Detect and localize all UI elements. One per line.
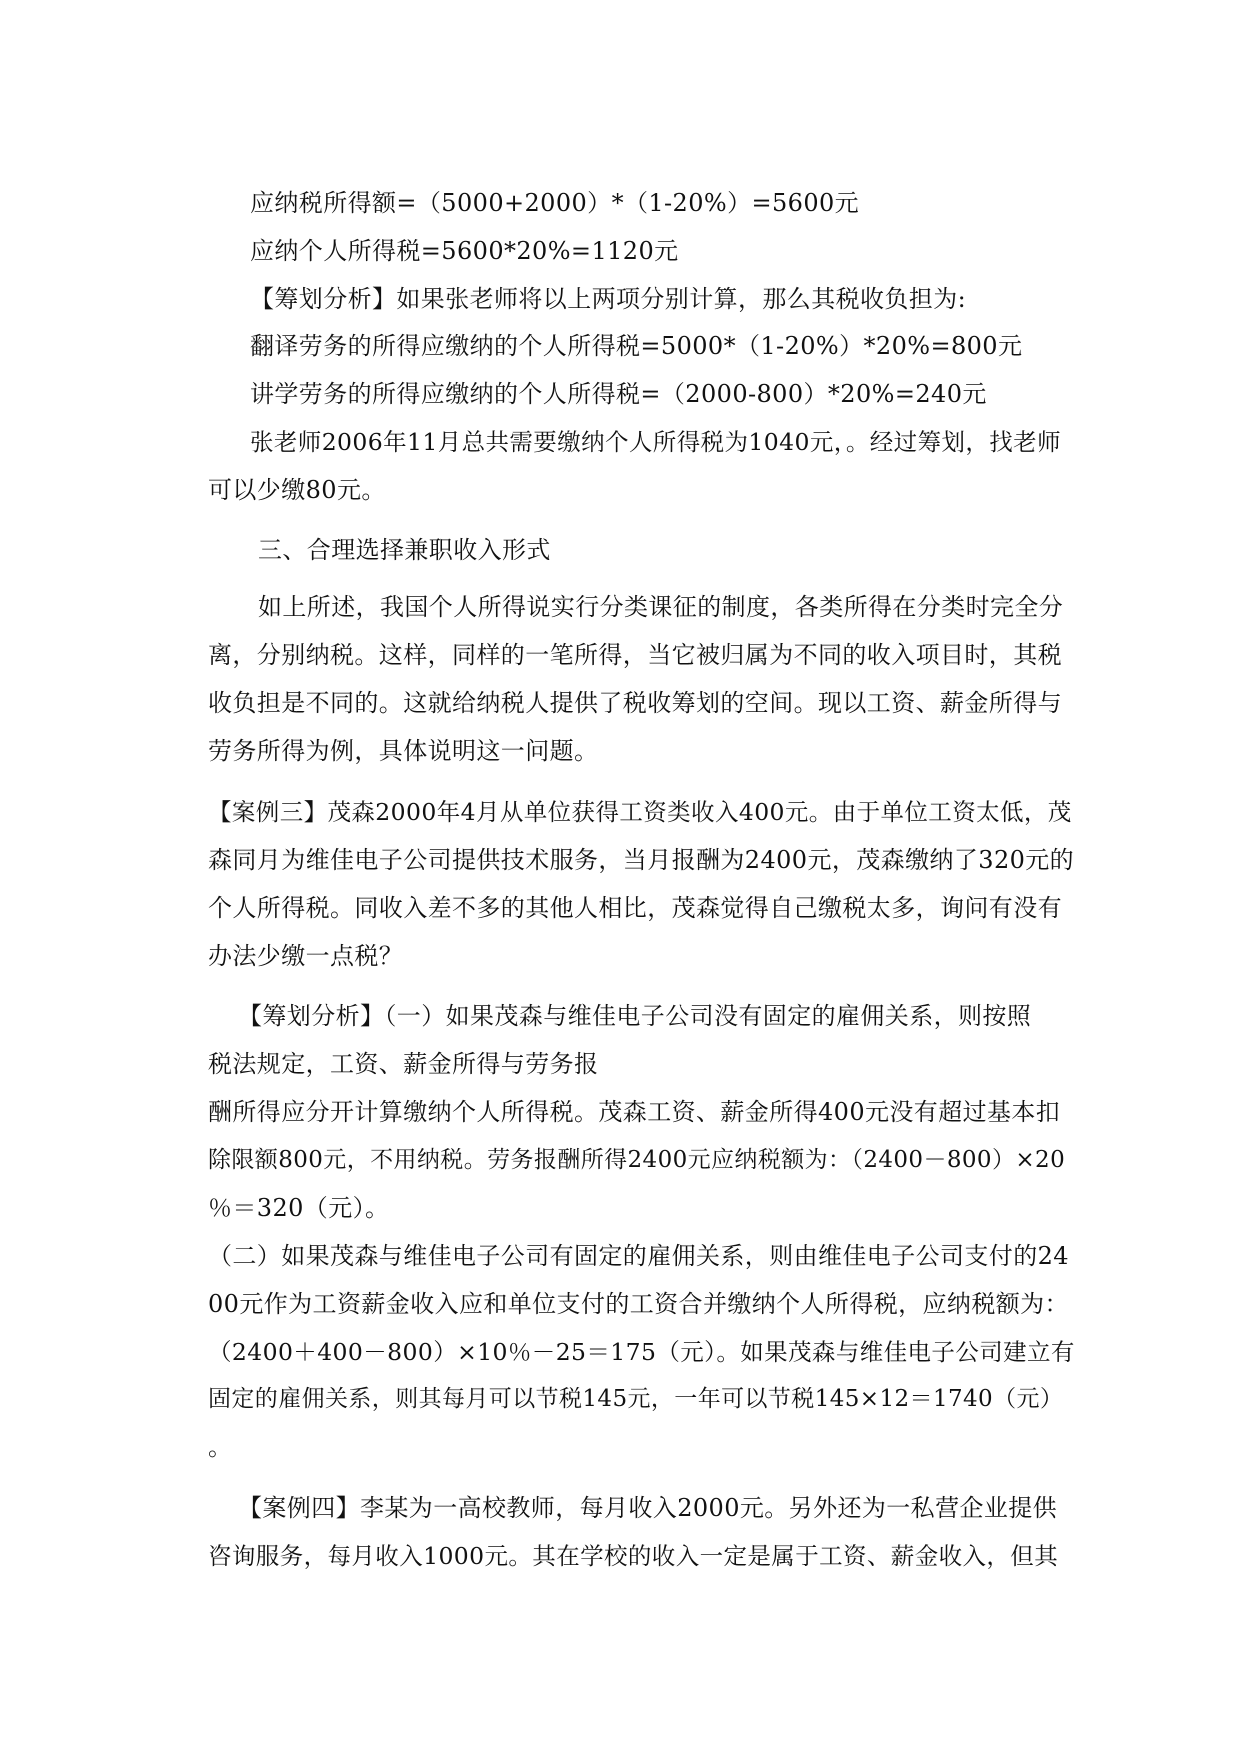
text-line: 固定的雇佣关系，则其每月可以节税145元，一年可以节税145×12＝1740（元）: [208, 1386, 1064, 1412]
text-line: 离，分别纳税。这样，同样的一笔所得，当它被归属为不同的收入项目时，其税: [208, 641, 1062, 669]
text-line: 咨询服务，每月收入1000元。其在学校的收入一定是属于工资、薪金收入，但其: [208, 1542, 1059, 1570]
text-line: 应纳税所得额=（5000+2000）*（1-20%）=5600元: [250, 189, 860, 217]
text-line: 【筹划分析】（一）如果茂森与维佳电子公司没有固定的雇佣关系，则按照: [238, 1002, 1032, 1030]
text-line: 除限额800元，不用纳税。劳务报酬所得2400元应纳税额为：（2400－800）×20: [208, 1147, 1066, 1173]
text-line: 。: [208, 1433, 233, 1461]
text-line: 劳务所得为例，具体说明这一问题。: [208, 737, 599, 765]
text-line: 00元作为工资薪金收入应和单位支付的工资合并缴纳个人所得税，应纳税额为：: [208, 1290, 1069, 1318]
text-line: 收负担是不同的。这就给纳税人提供了税收筹划的空间。现以工资、薪金所得与: [208, 689, 1062, 717]
text-line: 【案例三】茂森2000年4月从单位获得工资类收入400元。由于单位工资太低，茂: [208, 798, 1072, 826]
text-line: 【筹划分析】如果张老师将以上两项分别计算，那么其税收负担为:: [250, 285, 967, 313]
text-line: 讲学劳务的所得应缴纳的个人所得税=（2000-800）*20%=240元: [250, 380, 987, 408]
text-line: 如上所述，我国个人所得说实行分类课征的制度，各类所得在分类时完全分: [258, 593, 1064, 621]
text-line: 税法规定，工资、薪金所得与劳务报: [208, 1050, 599, 1078]
text-line: 酬所得应分开计算缴纳个人所得税。茂森工资、薪金所得400元没有超过基本扣: [208, 1098, 1061, 1126]
text-line: 翻译劳务的所得应缴纳的个人所得税=5000*（1-20%）*20%=800元: [250, 332, 1023, 360]
text-line: 张老师2006年11月总共需要缴纳个人所得税为1040元，。经过筹划，找老师: [250, 428, 1061, 456]
text-line: （二）如果茂森与维佳电子公司有固定的雇佣关系，则由维佳电子公司支付的24: [208, 1242, 1069, 1270]
section-heading: 三、合理选择兼职收入形式: [258, 536, 551, 564]
text-line: （2400＋400－800）×10％－25＝175（元）。如果茂森与维佳电子公司建立有: [208, 1338, 1075, 1366]
text-line: 应纳个人所得税=5600*20%=1120元: [250, 237, 679, 265]
text-line: 个人所得税。同收入差不多的其他人相比，茂森觉得自己缴税太多，询问有没有: [208, 894, 1062, 922]
text-line: 可以少缴80元。: [208, 476, 386, 504]
text-line: 办法少缴一点税？: [208, 942, 404, 970]
text-line: 【案例四】李某为一高校教师，每月收入2000元。另外还为一私营企业提供: [238, 1494, 1058, 1522]
text-line: 森同月为维佳电子公司提供技术服务，当月报酬为2400元，茂森缴纳了320元的: [208, 846, 1075, 874]
text-line: ％＝320（元）。: [208, 1194, 390, 1222]
